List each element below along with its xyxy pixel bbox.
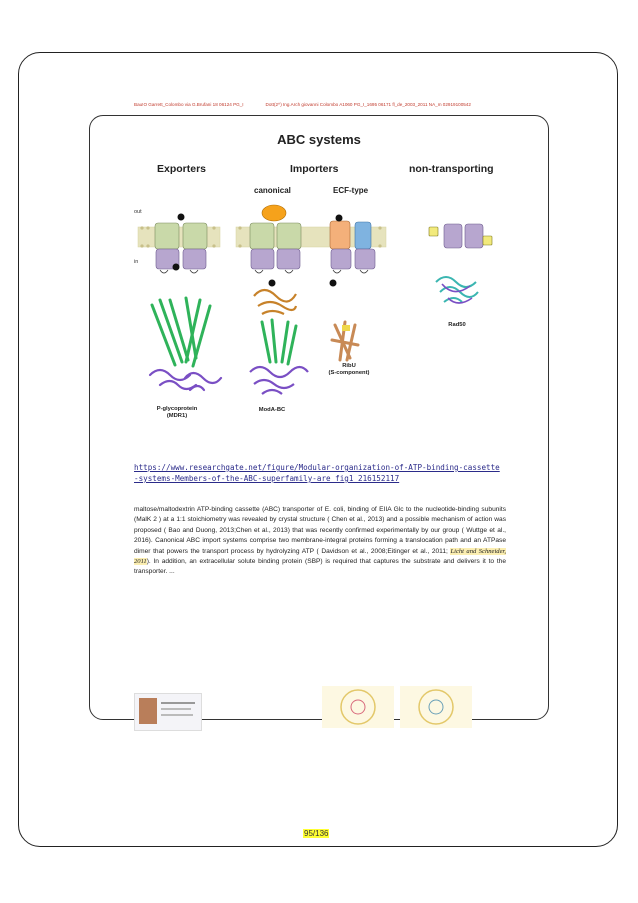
caption-pgp-line1: P-glycoprotein [156, 406, 198, 412]
page-number: 95/136 [304, 829, 329, 838]
caption-pgp-line2: (MDR1) [166, 413, 188, 419]
figure-source-link[interactable]: https://www.researchgate.net/figure/Modular-organization-of-ATP-binding-cassette-systems-Members-of-the-ABC-superfamily-are_fig1_216152117 [134, 463, 500, 483]
out-label: out [134, 209, 142, 215]
caption-rad50: Rad50 [448, 322, 466, 328]
canonical-subheading: canonical [254, 186, 291, 195]
caption-ribu-line2: (S-component) [328, 370, 370, 376]
caption-ribu-line1: RibU [342, 363, 356, 369]
in-label: in [134, 259, 139, 265]
exporters-heading: Exporters [157, 163, 207, 175]
stamp-left-bg [322, 686, 394, 728]
non-transporting-heading: non-transporting [409, 163, 494, 175]
figure-title: ABC systems [277, 132, 361, 147]
body-citation-highlight: Licht and Schneider, 2011 [134, 547, 507, 566]
header-right: Dott(2^) Ing.Arch giovanni Colombo A1060 PG_I_1695 06171 fl_de_2003_2011 NA_m 02919100542 [265, 102, 471, 107]
body-text-main: maltose/maltodextrin ATP-binding cassette (ABC) transporter of E. coli, binding of EIIA Glc to the nucleotide-binding subunits (MalK 2 ) at a 1:1 stoichiometry was revealed by crystal structure ( Chen et al., 2013) and a possible mechanism of action was proposed ( Bao and Duong, 2013;Chen et al., 2013) that was recently confirmed experimentally by our group ( Wuttge et al., 2016). Canonical ABC import systems comprise two membrane-integral proteins forming a translocation path and an ATPase dimer that powers the transport process by hydrolyzing ATP ( Davidson et al., 2008;Eitinger et al., 2011; [134, 506, 506, 555]
caption-moda: ModA-BC [258, 407, 286, 413]
stamp-right-bg [400, 686, 472, 728]
importers-heading: Importers [290, 163, 339, 175]
header-left: Bau!O Garrett_Colombo via G.Brufani 18 06124 PG_I [134, 102, 244, 107]
body-text-end: ). In addition, an extracellular solute binding protein (SBP) is required that captures the substrate and delivers it to the transporter. ... [134, 558, 506, 576]
ecf-type-subheading: ECF-type [333, 186, 369, 195]
